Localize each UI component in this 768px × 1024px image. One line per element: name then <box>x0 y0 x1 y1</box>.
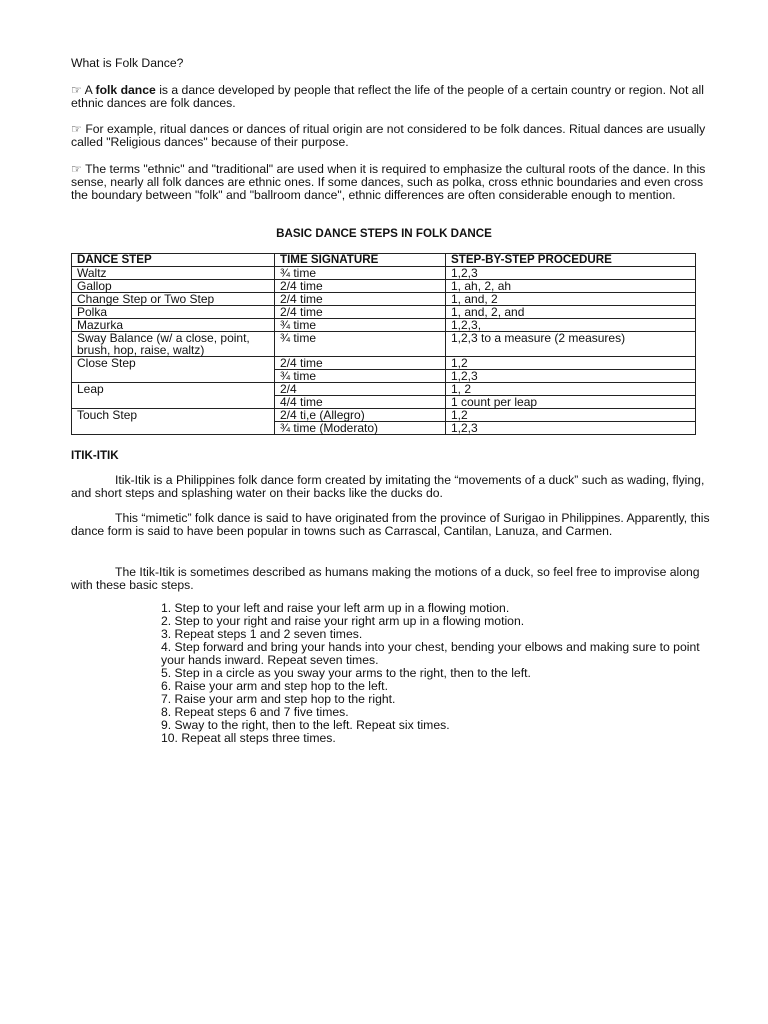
dance-steps-table <box>71 253 696 435</box>
time-signature-cell: 2/4 time <box>275 306 446 319</box>
list-item: 3. Repeat steps 1 and 2 seven times. <box>161 627 363 641</box>
procedure-cell: 1,2,3 to a measure (2 measures) <box>446 332 696 357</box>
table-row <box>72 319 696 332</box>
time-signature-cell: ¾ time <box>275 267 446 280</box>
procedure-cell: 1,2,3, <box>446 319 696 332</box>
time-signature-cell: 2/4 time <box>275 280 446 293</box>
dance-step-cell: Touch Step <box>72 409 275 435</box>
intro-p3-text: The terms "ethnic" and "traditional" are used when it is required to emphasize the cultural roots of the dance. In this sense, nearly all folk dances are ethnic ones. If some dances, such as polka, cross ethnic boundaries and even cross the boundary between "folk" and "ballroom dance", ethnic differences are often considerable enough to mention. <box>71 162 706 202</box>
intro-p1-prefix: A <box>84 83 93 97</box>
list-item: 7. Raise your arm and step hop to the right. <box>161 692 396 706</box>
time-signature-cell: ¾ time <box>275 319 446 332</box>
hand-pointer-icon: ☞ <box>71 122 82 136</box>
procedure-cell: 1,2,3 <box>446 422 696 435</box>
table-row <box>72 267 696 280</box>
dance-step-cell: Waltz <box>72 267 275 280</box>
intro-paragraph-1 <box>71 84 711 110</box>
itik-paragraph-1: Itik-Itik is a Philippines folk dance form created by imitating the “movements of a duck” such as wading, flying, and short steps and splashing water on their backs like the ducks do. <box>71 473 705 500</box>
procedure-cell: 1, 2 <box>446 383 696 396</box>
intro-p1-text: is a dance developed by people that reflect the life of the people of a certain country or region. Not all ethnic dances are folk dances. <box>71 83 704 110</box>
procedure-cell: 1,2 <box>446 409 696 422</box>
intro-title: What is Folk Dance? <box>71 56 184 70</box>
list-item: 8. Repeat steps 6 and 7 five times. <box>161 705 349 719</box>
list-item: 5. Step in a circle as you sway your arms to the right, then to the left. <box>161 666 531 680</box>
list-item: 10. Repeat all steps three times. <box>161 731 336 745</box>
list-item: 6. Raise your arm and step hop to the left. <box>161 679 388 693</box>
table-row <box>72 383 696 396</box>
intro-paragraph-2 <box>71 123 711 149</box>
intro-paragraph-3 <box>71 163 711 202</box>
table-row <box>72 280 696 293</box>
header-time-signature: TIME SIGNATURE <box>275 254 446 267</box>
procedure-cell: 1,2 <box>446 357 696 370</box>
list-item: 1. Step to your left and raise your left arm up in a flowing motion. <box>161 601 510 615</box>
table-row <box>72 357 696 370</box>
dance-step-cell: Change Step or Two Step <box>72 293 275 306</box>
table-row <box>72 293 696 306</box>
list-item: 2. Step to your right and raise your right arm up in a flowing motion. <box>161 614 525 628</box>
procedure-cell: 1,2,3 <box>446 370 696 383</box>
itik-steps-list <box>161 602 721 745</box>
dance-step-cell: Close Step <box>72 357 275 383</box>
dance-step-cell: Polka <box>72 306 275 319</box>
time-signature-cell: 4/4 time <box>275 396 446 409</box>
table-heading: BASIC DANCE STEPS IN FOLK DANCE <box>276 227 492 240</box>
table-row <box>72 332 696 357</box>
itik-paragraph-3: The Itik-Itik is sometimes described as humans making the motions of a duck, so feel free to improvise along with these basic steps. <box>71 565 700 592</box>
time-signature-cell: 2/4 time <box>275 357 446 370</box>
header-dance-step: DANCE STEP <box>72 254 275 267</box>
folk-dance-term: folk dance <box>95 83 156 97</box>
procedure-cell: 1, and, 2 <box>446 293 696 306</box>
time-signature-cell: 2/4 <box>275 383 446 396</box>
table-row <box>72 306 696 319</box>
procedure-cell: 1, ah, 2, ah <box>446 280 696 293</box>
dance-step-cell: Gallop <box>72 280 275 293</box>
time-signature-cell: 2/4 time <box>275 293 446 306</box>
hand-pointer-icon: ☞ <box>71 162 82 176</box>
dance-step-cell: Mazurka <box>72 319 275 332</box>
procedure-cell: 1, and, 2, and <box>446 306 696 319</box>
time-signature-cell: 2/4 ti,e (Allegro) <box>275 409 446 422</box>
hand-pointer-icon: ☞ <box>71 83 82 97</box>
table-row <box>72 409 696 422</box>
dance-step-cell: Leap <box>72 383 275 409</box>
time-signature-cell: ¾ time (Moderato) <box>275 422 446 435</box>
procedure-cell: 1,2,3 <box>446 267 696 280</box>
time-signature-cell: ¾ time <box>275 332 446 357</box>
itik-itik-heading: ITIK-ITIK <box>71 449 119 462</box>
table-header-row <box>72 254 696 267</box>
dance-step-cell: Sway Balance (w/ a close, point, brush, hop, raise, waltz) <box>72 332 275 357</box>
time-signature-cell: ¾ time <box>275 370 446 383</box>
procedure-cell: 1 count per leap <box>446 396 696 409</box>
itik-paragraph-2: This “mimetic” folk dance is said to have originated from the province of Surigao in Philippines. Apparently, this dance form is said to have been popular in towns such as Carrascal, Cantilan, Lanuza, and Carmen. <box>71 511 710 538</box>
list-item: 4. Step forward and bring your hands into your chest, bending your elbows and making sure to point your hands inward. Repeat seven times. <box>161 640 700 667</box>
header-procedure: STEP-BY-STEP PROCEDURE <box>446 254 696 267</box>
list-item: 9. Sway to the right, then to the left. Repeat six times. <box>161 718 450 732</box>
intro-p2-text: For example, ritual dances or dances of ritual origin are not considered to be folk dances. Ritual dances are usually called "Religious dances" because of their purpose. <box>71 122 706 149</box>
